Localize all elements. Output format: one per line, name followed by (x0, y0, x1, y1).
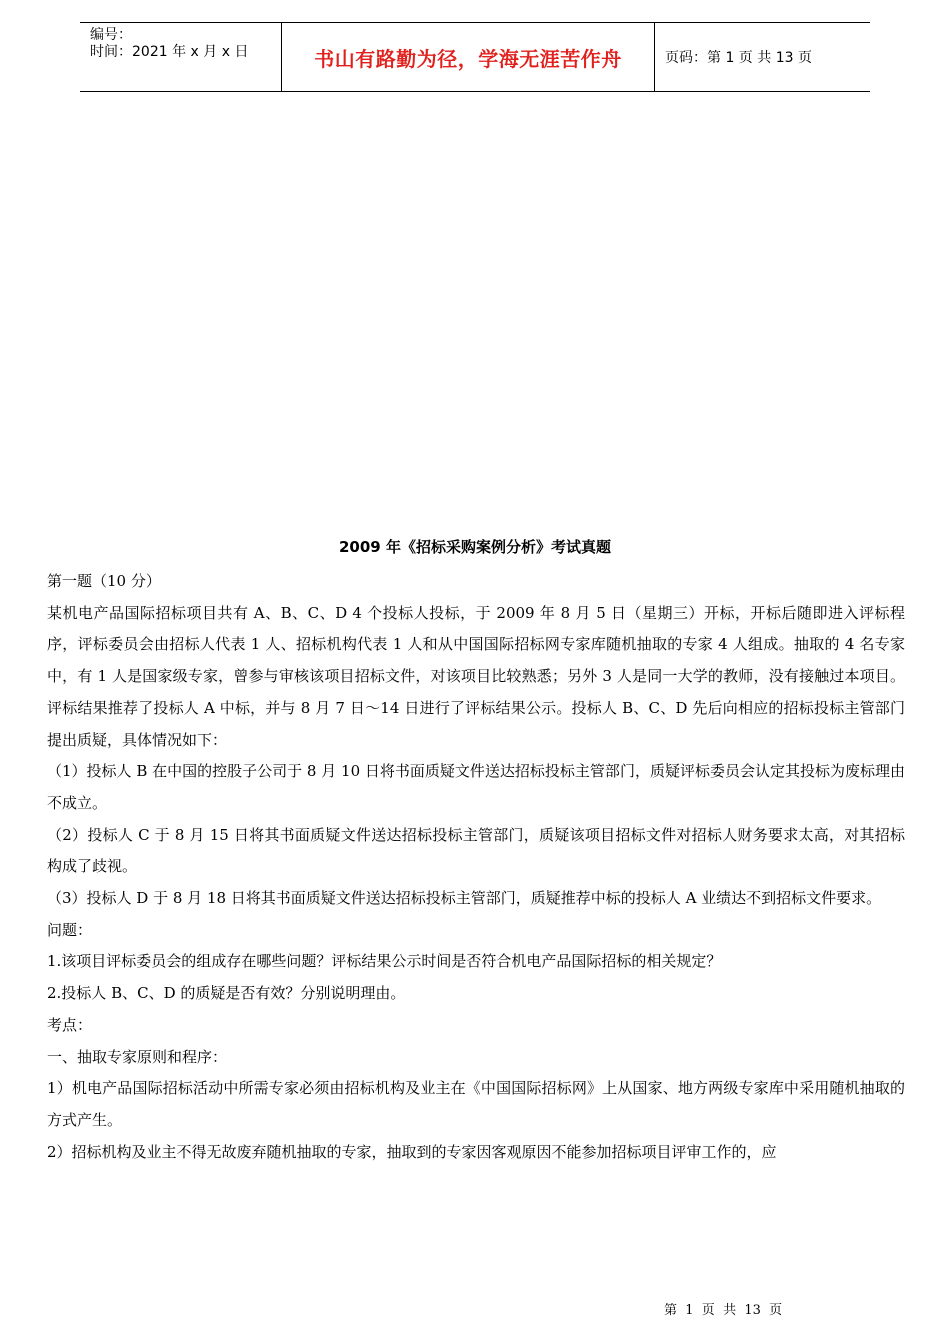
key-points-heading: 考点： (47, 1015, 93, 1034)
body-paragraph: （2）投标人 C 于 8 月 15 日将其书面质疑文件送达招标投标主管部门，质疑该项目招标文件对招标人财务要求太高，对其招标构成了歧视。 (47, 825, 905, 876)
header-motto: 书山有路勤为径，学海无涯苦作舟 (281, 23, 655, 91)
document-title: 2009 年《招标采购案例分析》考试真题 (339, 538, 611, 556)
question-item: 2.投标人 B、C、D 的质疑是否有效？分别说明理由。 (47, 984, 406, 1003)
subsection-heading: 一、抽取专家原则和程序： (47, 1047, 228, 1066)
body-paragraph: 某机电产品国际招标项目共有 A、B、C、D 4 个投标人投标，于 2009 年 8 月 5 日（星期三）开标，开标后随即进入评标程序，评标委员会由招标人代表 1 人、招标机构代表 1 人和从中国国际招标网专家库随机抽取的专家 4 人组成。抽取的 4 名专家中，有 1 人是国家级专家，曾参与审核该项目招标文件，对该项目比较熟悉；另外 3 人是同一大学的教师，没有接触过本项目。评标结果推荐了投标人 A 中标，并与 8 月 7 日～14 日进行了评标结果公示。投标人 B、C、D 先后向相应的招标投标主管部门提出质疑，具体情况如下： (47, 603, 905, 749)
body-paragraph: 2）招标机构及业主不得无故废弃随机抽取的专家，抽取到的专家因客观原因不能参加招标项目评审工作的，应 (47, 1142, 777, 1161)
header-page-code: 页码：第 1 页 共 13 页 (665, 50, 812, 66)
question-item: 1.该项目评标委员会的组成存在哪些问题？评标结果公示时间是否符合机电产品国际招标的相关规定？ (47, 952, 722, 971)
header-meta (80, 23, 281, 91)
body-paragraph: （1）投标人 B 在中国的控股子公司于 8 月 10 日将书面质疑文件送达招标投标主管部门，质疑评标委员会认定其投标为废标理由不成立。 (47, 762, 905, 812)
body-paragraph: 1）机电产品国际招标活动中所需专家必须由招标机构及业主在《中国国际招标网》上从国家、地方两级专家库中采用随机抽取的方式产生。 (47, 1079, 905, 1129)
questions-heading: 问题： (47, 920, 93, 939)
section-heading: 第一题（10 分） (47, 572, 161, 590)
document-body (47, 566, 905, 1168)
body-paragraph: （3）投标人 D 于 8 月 18 日将其书面质疑文件送达招标投标主管部门，质疑推荐中标的投标人 A 业绩达不到招标文件要求。 (47, 889, 882, 908)
document-date: 时间：2021 年 x 月 x 日 (90, 44, 249, 60)
document-number: 编号： (90, 27, 132, 43)
page-header (80, 22, 870, 92)
page-footer: 第 1 页 共 13 页 (664, 1303, 783, 1318)
